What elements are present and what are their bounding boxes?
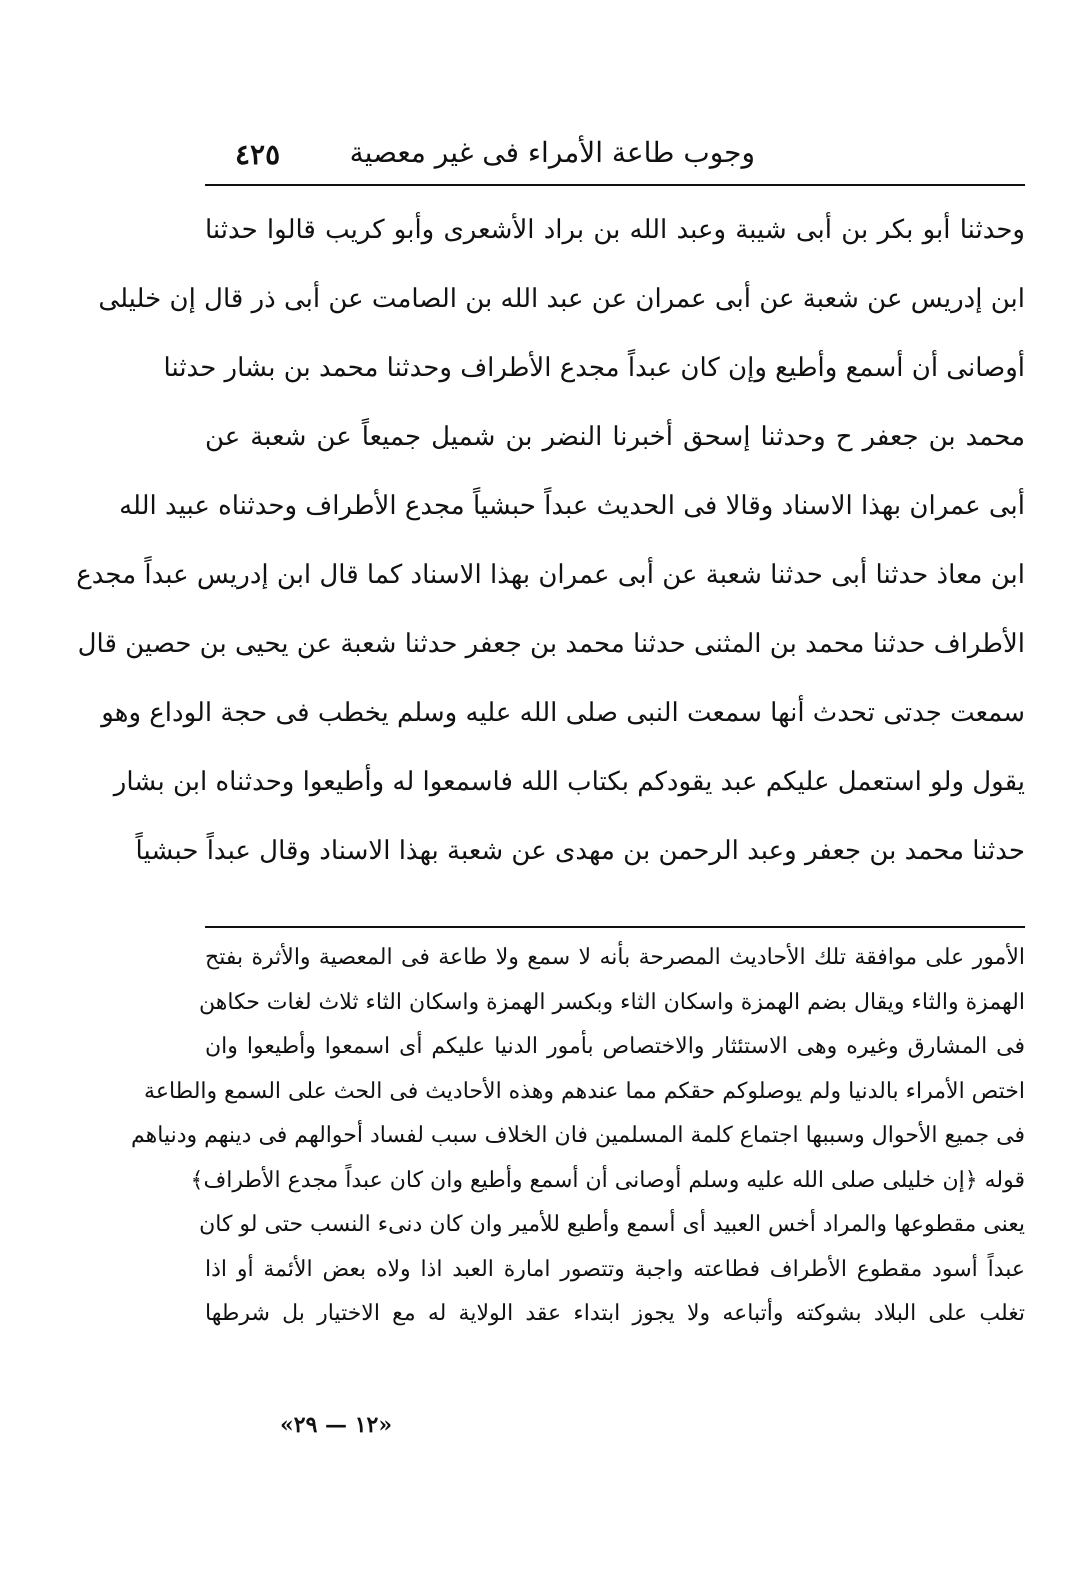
- commentary-line: قوله ﴿إن خليلى صلى الله عليه وسلم أوصانى أن أسمع وأطيع وان كان عبداً مجدع الأطراف﴾: [190, 1167, 1025, 1193]
- hadith-line: حدثنا محمد بن جعفر وعبد الرحمن بن مهدى عن شعبة بهذا الاسناد وقال عبداً حبشياً: [135, 836, 1025, 866]
- commentary-text: [131, 936, 1025, 1337]
- hadith-line: ابن معاذ حدثنا أبى حدثنا شعبة عن أبى عمران بهذا الاسناد كما قال ابن إدريس عبداً مجدع: [76, 560, 1025, 590]
- page-number: ٤٢٥: [235, 138, 281, 171]
- commentary-line: يعنى مقطوعها والمراد أخس العبيد أى أسمع وأطيع للأمير وان كان دنىء النسب حتى لو كان: [199, 1212, 1025, 1237]
- hadith-line: محمد بن جعفر ح وحدثنا إسحق أخبرنا النضر بن شميل جميعاً عن شعبة عن: [205, 422, 1025, 452]
- hadith-text: [76, 196, 1025, 886]
- commentary-line: فى جميع الأحوال وسببها اجتماع كلمة المسلمين فان الخلاف سبب لفساد أحوالهم فى دينهم ودنياهم: [131, 1123, 1025, 1148]
- running-header: [205, 132, 1025, 178]
- commentary-line: الهمزة والثاء ويقال بضم الهمزة واسكان الثاء وبكسر الهمزة واسكان الثاء ثلاث لغات حكاهن: [199, 989, 1025, 1015]
- header-rule: [205, 184, 1025, 186]
- commentary-line: اختص الأمراء بالدنيا ولم يوصلوكم حقكم مما عندهم وهذه الأحاديث فى الحث على السمع والطاعة: [144, 1078, 1025, 1104]
- hadith-line: ابن إدريس عن شعبة عن أبى عمران عن عبد الله بن الصامت عن أبى ذر قال إن خليلى: [98, 284, 1025, 314]
- hadith-line: يقول ولو استعمل عليكم عبد يقودكم بكتاب الله فاسمعوا له وأطيعوا وحدثناه ابن بشار: [113, 767, 1025, 797]
- hadith-line: أبى عمران بهذا الاسناد وقالا فى الحديث عبداً حبشياً مجدع الأطراف وحدثناه عبيد الله: [119, 491, 1025, 521]
- commentary-line: عبداً أسود مقطوع الأطراف فطاعته واجبة وتتصور امارة العبد اذا ولاه بعض الأئمة أو اذا: [205, 1256, 1025, 1282]
- commentary-line: الأمور على موافقة تلك الأحاديث المصرحة بأنه لا سمع ولا طاعة فى المعصية والأثرة بفتح: [205, 945, 1025, 970]
- hadith-line: وحدثنا أبو بكر بن أبى شيبة وعبد الله بن براد الأشعرى وأبو كريب قالوا حدثنا: [205, 215, 1025, 245]
- running-title: وجوب طاعة الأمراء فى غير معصية: [349, 136, 755, 169]
- printer-signature: «١٢ — ٢٩»: [280, 1412, 393, 1438]
- commentary-line: فى المشارق وغيره وهى الاستئثار والاختصاص بأمور الدنيا عليكم أى اسمعوا وأطيعوا وان: [205, 1034, 1025, 1059]
- hadith-line: الأطراف حدثنا محمد بن المثنى حدثنا محمد بن جعفر حدثنا شعبة عن يحيى بن حصين قال: [77, 629, 1025, 659]
- hadith-line: سمعت جدتى تحدث أنها سمعت النبى صلى الله عليه وسلم يخطب فى حجة الوداع وهو: [101, 698, 1025, 728]
- commentary-line: تغلب على البلاد بشوكته وأتباعه ولا يجوز ابتداء عقد الولاية له مع الاختيار بل شرطها: [205, 1301, 1025, 1326]
- commentary-rule: [205, 926, 1025, 928]
- hadith-line: أوصانى أن أسمع وأطيع وإن كان عبداً مجدع الأطراف وحدثنا محمد بن بشار حدثنا: [163, 353, 1025, 383]
